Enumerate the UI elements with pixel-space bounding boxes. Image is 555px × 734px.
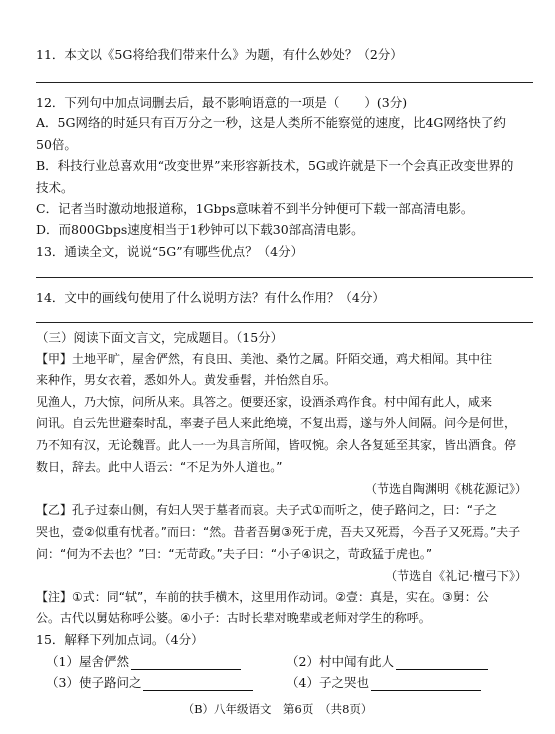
answer-blank-4[interactable] bbox=[371, 678, 481, 691]
question-12-option-c: C．记者当时激动地报道称，1Gbps意味着不到半分钟便可下载一部高清电影。 bbox=[36, 201, 474, 216]
notes-line-2: 公。古代以舅姑称呼公婆。④小子：古时长辈对晚辈或老师对学生的称呼。 bbox=[36, 611, 431, 625]
passage-jia-line-4: 问讯。自云先世避秦时乱，率妻子邑人来此绝境，不复出焉，遂与外人间隔。问今是何世， bbox=[36, 416, 517, 430]
answer-line-14 bbox=[36, 322, 533, 323]
page-footer: （B）八年级语文 第6页 （共8页） bbox=[182, 701, 373, 716]
passage-jia-line-6: 数日，辞去。此中人语云：“不足为外人道也。” bbox=[36, 460, 283, 474]
question-15-item-2 bbox=[286, 654, 529, 670]
passage-jia-line-2: 来种作，男女衣着，悉如外人。黄发垂髫，并怡然自乐。 bbox=[36, 373, 337, 387]
answer-blank-3[interactable] bbox=[143, 678, 253, 691]
question-12-option-a-cont: 50倍。 bbox=[36, 137, 77, 152]
question-15-item-4 bbox=[286, 675, 529, 691]
question-12-option-b: B．科技行业总喜欢用“改变世界”来形容新技术，5G或许就是下一个会真正改变世界的 bbox=[36, 158, 514, 173]
passage-jia-line-3: 见渔人，乃大惊，问所从来。具答之。便要还家，设酒杀鸡作食。村中闻有此人，咸来 bbox=[36, 395, 493, 409]
passage-jia-source: （节选自陶渊明《桃花源记》） bbox=[364, 482, 527, 496]
question-11: 11．本文以《5G将给我们带来什么》为题，有什么妙处？（2分） bbox=[36, 47, 403, 62]
item-2-text: （2）村中闻有此人 bbox=[286, 654, 394, 669]
question-14: 14．文中的画线句使用了什么说明方法？有什么作用？（4分） bbox=[36, 290, 385, 305]
notes-line-1: 【注】①式：同“轼”，车前的扶手横木，这里用作动词。②壹：真是，实在。③舅：公 bbox=[36, 590, 489, 604]
question-12-option-a: A．5G网络的时延只有百万分之一秒，这是人类所不能察觉的速度，比4G网络快了约 bbox=[36, 115, 506, 130]
question-13: 13．通读全文，说说“5G”有哪些优点？（4分） bbox=[36, 244, 304, 259]
answer-line-11 bbox=[36, 82, 533, 83]
answer-line-13 bbox=[36, 277, 533, 278]
answer-blank-2[interactable] bbox=[396, 657, 488, 670]
question-12-option-b-cont: 技术。 bbox=[36, 180, 74, 195]
passage-jia-line-1: 【甲】土地平旷，屋舍俨然，有良田、美池、桑竹之属。阡陌交通，鸡犬相闻。其中往 bbox=[36, 352, 493, 366]
passage-yi-source: （节选自《礼记·檀弓下》） bbox=[385, 569, 527, 583]
item-3-text: （3）使子路问之 bbox=[46, 675, 142, 690]
answer-blank-1[interactable] bbox=[131, 657, 241, 670]
passage-yi-line-1: 【乙】孔子过泰山侧，有妇人哭于墓者而哀。夫子式①而听之，使子路问之，曰：“子之 bbox=[36, 503, 497, 517]
item-1-text: （1）屋舍俨然 bbox=[46, 654, 129, 669]
section-3-heading: （三）阅读下面文言文，完成题目。（15分） bbox=[36, 330, 284, 345]
question-12-stem: 12．下列句中加点词删去后，最不影响语意的一项是（ ）(3分) bbox=[36, 95, 408, 110]
passage-yi-line-2: 哭也，壹②似重有忧者。”而曰：“然。昔者吾舅③死于虎，吾夫又死焉，今吾子又死焉。”夫子 bbox=[36, 525, 521, 539]
question-12-option-d: D．而800Gbps速度相当于1秒钟可以下载30部高清电影。 bbox=[36, 222, 364, 237]
passage-yi-line-3: 问：“何为不去也？”曰：“无苛政。”夫子曰：“小子④识之，苛政猛于虎也。” bbox=[36, 547, 433, 561]
item-4-text: （4）子之哭也 bbox=[286, 675, 369, 690]
question-15-stem: 15．解释下列加点词。（4分） bbox=[36, 632, 204, 647]
passage-jia-line-5: 乃不知有汉，无论魏晋。此人一一为具言所闻，皆叹惋。余人各复延至其家，皆出酒食。停 bbox=[36, 438, 517, 452]
